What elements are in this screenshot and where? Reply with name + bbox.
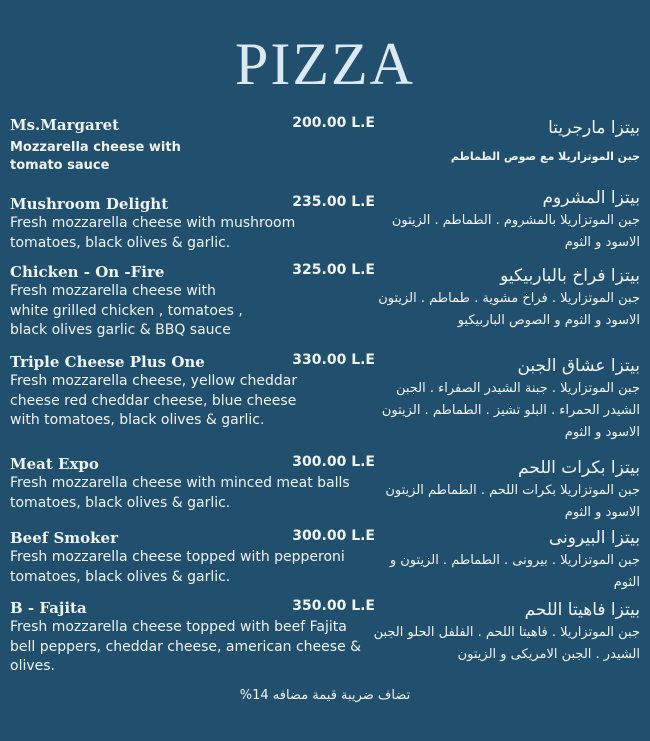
item-price: 330.00 L.E [292,352,375,368]
item-name: B - Fajita [10,599,87,617]
item-name: Triple Cheese Plus One [10,353,205,371]
menu-item-margaret [10,115,375,175]
item-description-ar: جبن الموتزاريلا . فراخ مشوية . طماطم . الزيتون الاسود و الثوم و الصوص الباربيكيو [378,291,640,328]
menu-item-ar-b-fajita [370,598,640,666]
item-description: Fresh mozzarella cheese, yellow cheddar cheese red cheddar cheese, blue cheese with tomatoes, black olives & garlic. [10,373,298,428]
item-price: 325.00 L.E [292,262,375,278]
item-price: 200.00 L.E [292,115,375,131]
item-name-ar: بيتزا فاهيتا اللحم [524,600,640,620]
menu-item-b-fajita [10,598,375,677]
item-description: Fresh mozzarella cheese with minced meat balls tomatoes, black olives & garlic. [10,475,350,511]
menu-item-ar-mushroom [370,186,640,254]
item-name: Meat Expo [10,455,99,473]
tax-note: تضاف ضريبة قيمة مضافه 14% [239,688,411,703]
item-name-ar: بيتزا البيرونى [548,528,640,548]
item-description-ar: جبن الموتزاريلا . فاهيتا اللحم . الفلفل الحلو الجبن الشيدر . الجبن الامريكى و الزيتون [373,625,640,662]
menu-item-chicken [10,262,375,341]
item-description-ar: جبن الموتزاريلا بكرات اللحم . الطماطم الزيتون الاسود و الثوم [385,483,640,520]
item-name: Beef Smoker [10,529,118,547]
item-description: Mozzarella cheese with tomato sauce [10,140,181,173]
item-price: 300.00 L.E [292,454,375,470]
item-name: Chicken - On -Fire [10,263,165,281]
item-description: Fresh mozzarella cheese topped with beef Fajita bell peppers, cheddar cheese, american cheese & olives. [10,619,362,674]
item-description: Fresh mozzarella cheese topped with pepperoni tomatoes, black olives & garlic. [10,549,345,585]
item-price: 235.00 L.E [292,194,375,210]
item-name-ar: بيتزا عشاق الجبن [517,356,640,376]
item-price: 300.00 L.E [292,528,375,544]
item-name-ar: بيتزا فراخ بالباربيكيو [500,266,640,286]
menu-item-triple-cheese [10,352,375,431]
item-description-ar: جبن الموتزاريلا . بيرونى . الطماطم . الزيتون و الثوم [389,553,640,590]
menu-item-ar-triple-cheese [370,354,640,444]
item-name-ar: بيتزا المشروم [542,188,640,208]
item-description-ar: جبن الموتزاريلا . جبنة الشيدر الصفراء . الجبن الشيدر الحمراء . البلو تشيز . الطماطم . الزيتون الاسود و الثوم [381,381,640,440]
item-name: Mushroom Delight [10,195,169,213]
item-name: Ms.Margaret [10,116,120,134]
item-price: 350.00 L.E [292,598,375,614]
menu-item-ar-chicken [370,264,640,332]
item-description: Fresh mozzarella cheese with white grilled chicken , tomatoes , black olives garlic & BBQ sauce [10,283,243,338]
menu-item-beef-smoker [10,528,375,587]
item-description: Fresh mozzarella cheese with mushroom tomatoes, black olives & garlic. [10,215,296,251]
item-name-ar: بيتزا بكرات اللحم [518,458,640,478]
item-description-ar: جبن الموتزاريلا مع صوص الطماطم [450,150,640,163]
page-title: PIZZA [235,31,415,97]
menu-item-meat-expo [10,454,375,513]
menu-item-ar-margaret [370,116,640,168]
item-description-ar: جبن الموتزاريلا بالمشروم . الطماطم . الزيتون الاسود و الثوم [391,213,640,250]
menu-item-ar-beef-smoker [370,526,640,594]
item-name-ar: بيتزا مارجريتا [548,118,640,138]
menu-item-ar-meat-expo [370,456,640,524]
menu-item-mushroom [10,194,375,253]
